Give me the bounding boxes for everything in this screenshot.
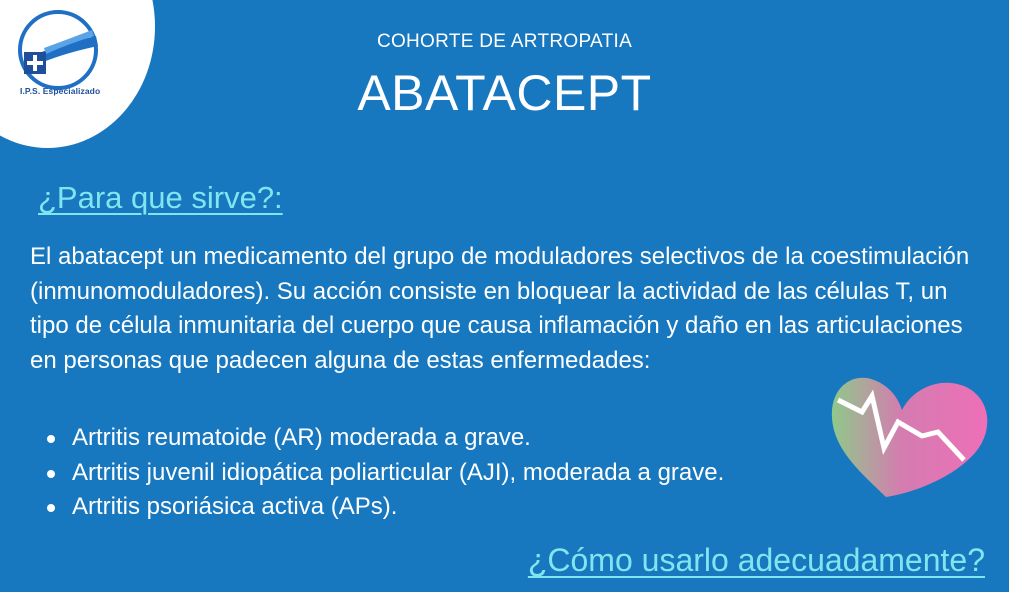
section-heading-usage[interactable]: ¿Cómo usarlo adecuadamente? — [527, 542, 985, 578]
list-item: Artritis reumatoide (AR) moderada a grave. — [44, 421, 724, 456]
heart-pulse-icon — [826, 352, 996, 502]
description-text: El abatacept un medicamento del grupo de moduladores selectivos de la coestimulación (inmunomoduladores). Su acción consiste en bloquear la actividad de las células T, un tipo de célula inmunitaria del cuerpo que causa inflamación y daño en las articulaciones en personas que padecen alguna de estas enfermedades: — [30, 243, 970, 374]
section-heading-purpose: ¿Para que sirve?: — [38, 180, 283, 215]
indications-list — [44, 421, 724, 525]
list-item: Artritis juvenil idiopática poliarticular (AJI), moderada a grave. — [44, 456, 724, 491]
page-subtitle: COHORTE DE ARTROPATIA — [376, 31, 633, 52]
page-title: ABATACEPT — [357, 65, 652, 121]
list-item: Artritis psoriásica activa (APs). — [44, 490, 724, 525]
logo-caption: I.P.S. Especializado — [20, 86, 101, 96]
